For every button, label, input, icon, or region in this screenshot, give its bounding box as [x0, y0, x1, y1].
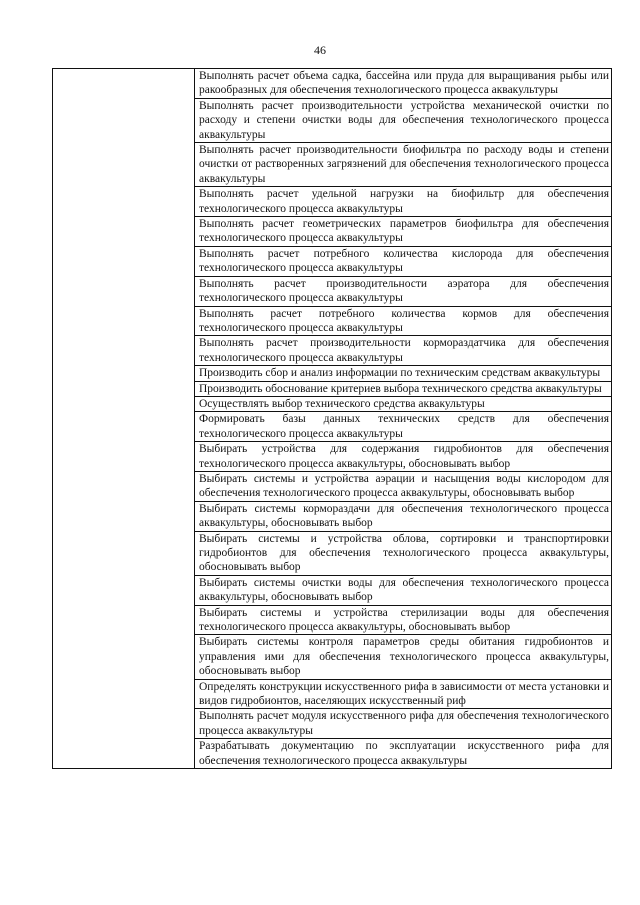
left-empty-cell	[53, 69, 195, 769]
table-cell: Выполнять расчет производительности устройства механической очистки по расходу и степени очистки воды для обеспечения технологического процесса аквакультуры	[195, 98, 612, 142]
table-cell: Выполнять расчет производительности аэратора для обеспечения технологического процесса аквакультуры	[195, 276, 612, 306]
table-cell: Выбирать системы очистки воды для обеспечения технологического процесса аквакультуры, обосновывать выбор	[195, 575, 612, 605]
table-cell: Выполнять расчет геометрических параметров биофильтра для обеспечения технологического процесса аквакультуры	[195, 217, 612, 247]
competency-table	[52, 68, 612, 769]
table-cell: Выполнять расчет удельной нагрузки на биофильтр для обеспечения технологического процесса аквакультуры	[195, 187, 612, 217]
table-cell: Осуществлять выбор технического средства аквакультуры	[195, 396, 612, 411]
table-cell: Выполнять расчет объема садка, бассейна или пруда для выращивания рыбы или ракообразных для обеспечения технологического процесса аквакультуры	[195, 69, 612, 99]
table-cell: Выполнять расчет производительности кормораздатчика для обеспечения технологического процесса аквакультуры	[195, 336, 612, 366]
table-cell: Выполнять расчет потребного количества кислорода для обеспечения технологического процесса аквакультуры	[195, 246, 612, 276]
table-cell: Выбирать системы и устройства аэрации и насыщения воды кислородом для обеспечения технологического процесса аквакультуры, обосновывать выбор	[195, 471, 612, 501]
table-cell: Определять конструкции искусственного рифа в зависимости от места установки и видов гидробионтов, населяющих искусственный риф	[195, 679, 612, 709]
table-cell: Выбирать системы кормораздачи для обеспечения технологического процесса аквакультуры, обосновывать выбор	[195, 501, 612, 531]
table-cell: Производить обоснование критериев выбора технического средства аквакультуры	[195, 381, 612, 396]
table-cell: Выбирать устройства для содержания гидробионтов для обеспечения технологического процесса аквакультуры, обосновывать выбор	[195, 442, 612, 472]
table-cell: Разрабатывать документацию по эксплуатации искусственного рифа для обеспечения технологического процесса аквакультуры	[195, 739, 612, 769]
table-cell: Выбирать системы и устройства облова, сортировки и транспортировки гидробионтов для обеспечения технологического процесса аквакультуры, обосновывать выбор	[195, 531, 612, 575]
page-number: 46	[314, 43, 326, 57]
table-cell: Выполнять расчет модуля искусственного рифа для обеспечения технологического процесса аквакультуры	[195, 709, 612, 739]
table-cell: Выбирать системы и устройства стерилизации воды для обеспечения технологического процесса аквакультуры, обосновывать выбор	[195, 605, 612, 635]
table-cell: Формировать базы данных технических средств для обеспечения технологического процесса аквакультуры	[195, 412, 612, 442]
table-row	[53, 69, 612, 99]
table-cell: Производить сбор и анализ информации по техническим средствам аквакультуры	[195, 366, 612, 381]
table-cell: Выбирать системы контроля параметров среды обитания гидробионтов и управления ими для обеспечения технологического процесса аквакультуры, обосновывать выбор	[195, 635, 612, 679]
table-cell: Выполнять расчет потребного количества кормов для обеспечения технологического процесса аквакультуры	[195, 306, 612, 336]
table-cell: Выполнять расчет производительности биофильтра по расходу воды и степени очистки от растворенных загрязнений для обеспечения технологического процесса аквакультуры	[195, 143, 612, 187]
